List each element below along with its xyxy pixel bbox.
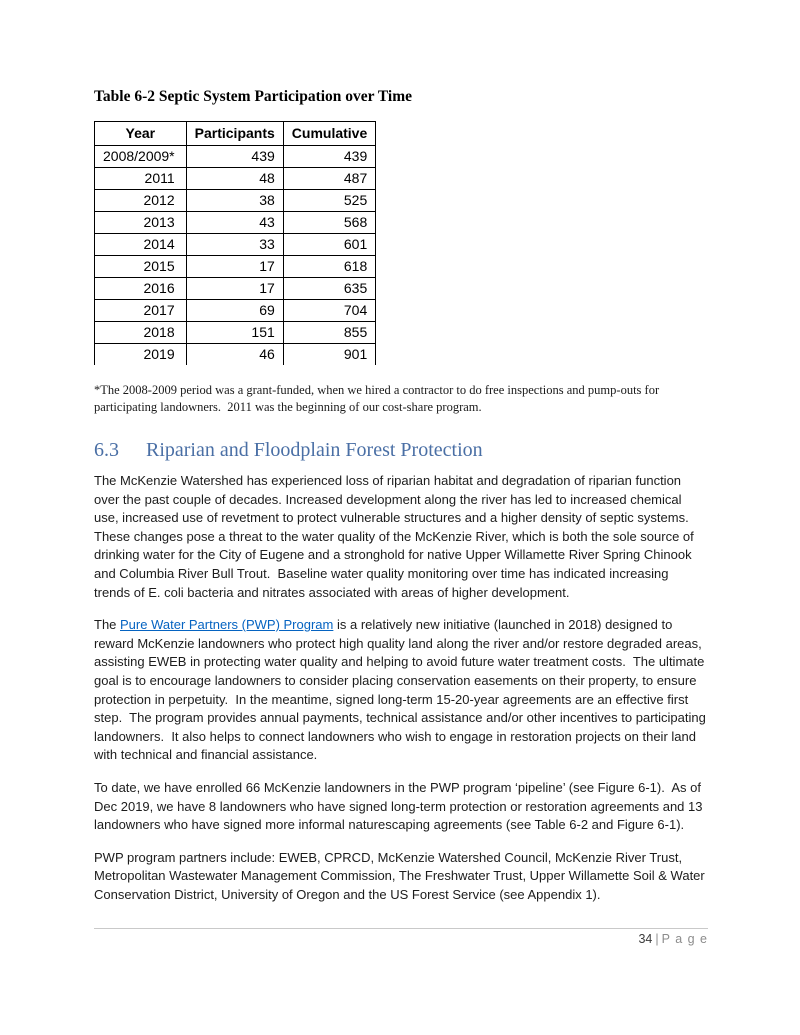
- table-cell: 48: [186, 168, 283, 190]
- table-cell: 2013: [95, 212, 187, 234]
- table-cell: 568: [283, 212, 375, 234]
- table-cell: 2017: [95, 300, 187, 322]
- table-row: [95, 300, 376, 322]
- table-row: [95, 146, 376, 168]
- footer-separator: |: [655, 932, 659, 946]
- table-cell: 618: [283, 256, 375, 278]
- section-title: Riparian and Floodplain Forest Protection: [146, 439, 483, 461]
- table-row: [95, 344, 376, 366]
- section-number: 6.3: [94, 439, 119, 461]
- table-cell: 439: [283, 146, 375, 168]
- section-heading-6-3: [94, 437, 708, 463]
- table-cell: 2015: [95, 256, 187, 278]
- table-cell: 439: [186, 146, 283, 168]
- table-cell: 69: [186, 300, 283, 322]
- table-cell: 38: [186, 190, 283, 212]
- page-content: [94, 88, 708, 904]
- table-cell: 601: [283, 234, 375, 256]
- paragraph-partners: PWP program partners include: EWEB, CPRCD, McKenzie Watershed Council, McKenzie River Trust, Metropolitan Wastewater Management Commission, The Freshwater Trust, Upper Willamette Soil & Water Conservation District, University of Oregon and the US Forest Service (see Appendix 1).: [94, 849, 709, 902]
- table-cell: 17: [186, 278, 283, 300]
- page-number: 34: [638, 932, 653, 946]
- septic-participation-table: [94, 121, 376, 365]
- paragraph-enrollment: To date, we have enrolled 66 McKenzie landowners in the PWP program ‘pipeline’ (see Figure 6-1). As of Dec 2019, we have 8 landowners who have signed long-term protection or restoration agreements and 13 landowners who have signed more informal naturescaping agreements (see Table 6-2 and Figure 6-1).: [94, 779, 707, 833]
- table-footnote: *The 2008-2009 period was a grant-funded, when we hired a contractor to do free inspections and pump-outs for participating landowners. 2011 was the beginning of our cost-share program.: [94, 383, 663, 414]
- table-cell: 43: [186, 212, 283, 234]
- paragraph-pwp-program: [94, 616, 708, 765]
- table-row: [95, 256, 376, 278]
- footer-page-word: P a g e: [661, 932, 708, 946]
- table-cell: 525: [283, 190, 375, 212]
- table-row: [95, 322, 376, 344]
- table-cell: 2008/2009*: [95, 146, 187, 168]
- table-row: [95, 234, 376, 256]
- column-header-year: Year: [95, 122, 187, 146]
- page-footer: [94, 932, 708, 946]
- column-header-participants: Participants: [186, 122, 283, 146]
- table-cell: 2012: [95, 190, 187, 212]
- paragraph-watershed-loss: The McKenzie Watershed has experienced loss of riparian habitat and degradation of riparian function over the past couple of decades. Increased development along the river has led to increased chemical use, increased use of revetment to protect vulnerable structures and a higher density of septic systems. These changes pose a threat to the water quality of the McKenzie River, which is both the sole source of drinking water for the City of Eugene and a stronghold for native Upper Willamette River Spring Chinook and Columbia River Bull Trout. Baseline water quality monitoring over time has indicated increasing trends of E. coli bacteria and nitrates associated with areas of higher development.: [94, 473, 698, 600]
- table-cell: 2019: [95, 344, 187, 366]
- table-cell: 33: [186, 234, 283, 256]
- pwp-program-link[interactable]: Pure Water Partners (PWP) Program: [120, 617, 334, 633]
- table-cell: 901: [283, 344, 375, 366]
- table-cell: 46: [186, 344, 283, 366]
- table-cell: 2014: [95, 234, 187, 256]
- table-cell: 2016: [95, 278, 187, 300]
- table-row: [95, 190, 376, 212]
- table-header-row: [95, 122, 376, 146]
- footer-divider: [94, 928, 708, 929]
- table-cell: 487: [283, 168, 375, 190]
- table-caption: Table 6-2 Septic System Participation over Time: [94, 88, 413, 105]
- table-cell: 151: [186, 322, 283, 344]
- table-cell: 635: [283, 278, 375, 300]
- table-cell: 2018: [95, 322, 187, 344]
- table-cell: 855: [283, 322, 375, 344]
- table-row: [95, 212, 376, 234]
- paragraph-text-suffix: is a relatively new initiative (launched in 2018) designed to reward McKenzie landowners who protect high quality land along the river and/or restore degraded areas, assisting EWEB in protecting water quality and helping to avoid future water treatment costs. The ultimate goal is to encourage landowners to consider placing conservation easements on their property, to ensure protection in perpetuity. In the meantime, signed long-term 15-20-year agreements are an effective first step. The program provides annual payments, technical assistance and/or other incentives to participating landowners. It also helps to connect landowners who wish to engage in restoration projects on their land with technical and financial assistance.: [94, 617, 710, 763]
- table-cell: 17: [186, 256, 283, 278]
- table-cell: 704: [283, 300, 375, 322]
- table-cell: 2011: [95, 168, 187, 190]
- column-header-cumulative: Cumulative: [283, 122, 375, 146]
- paragraph-text-prefix: The: [94, 617, 121, 633]
- table-row: [95, 168, 376, 190]
- table-row: [95, 278, 376, 300]
